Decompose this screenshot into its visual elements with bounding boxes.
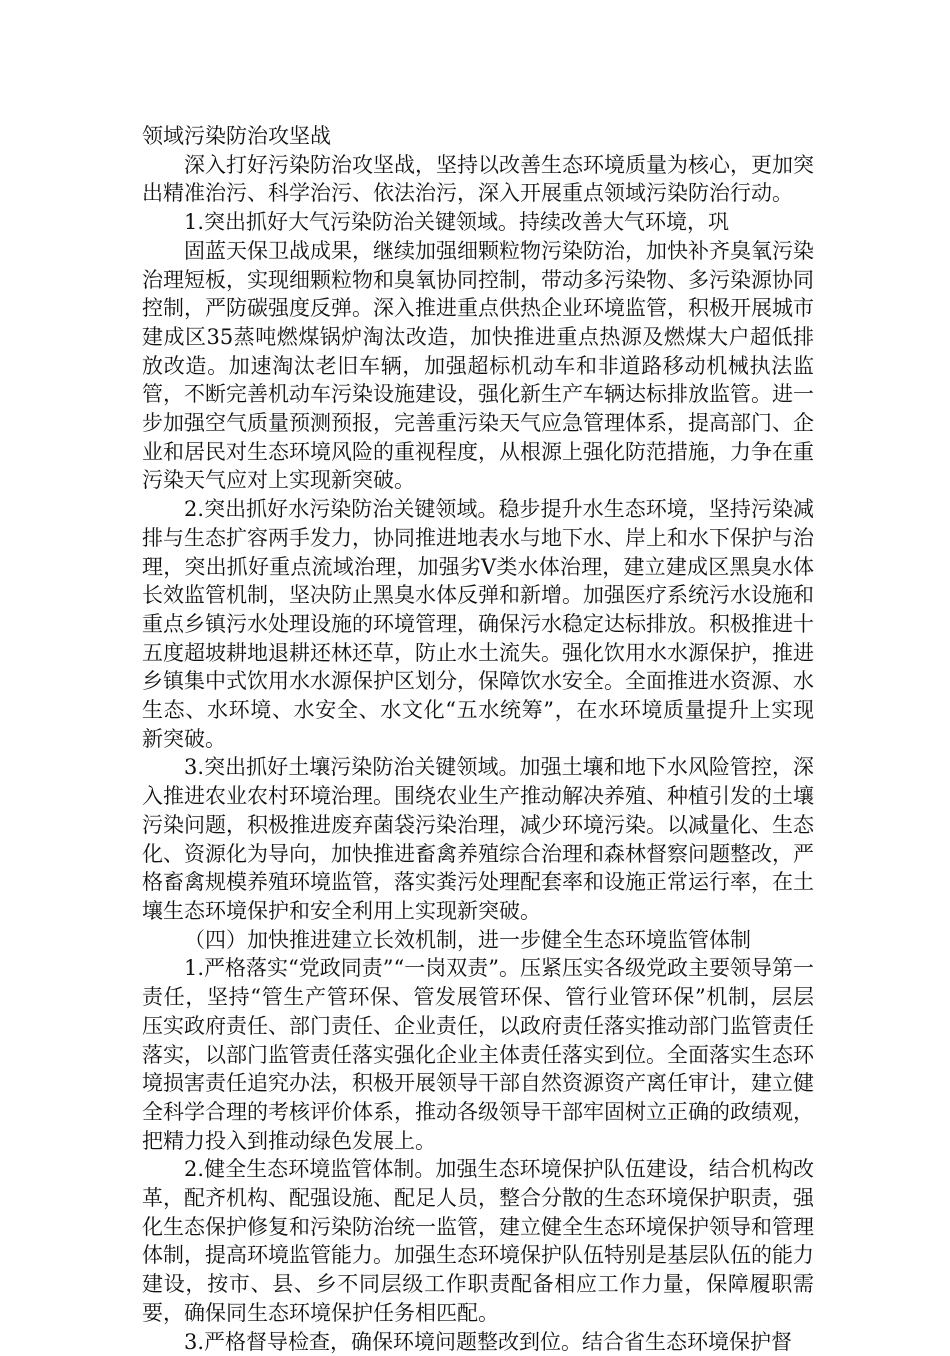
paragraph-supervision-system: 2.健全生态环境监管体制。加强生态环境保护队伍建设，结合机构改革，配齐机构、配强设施、配足人员，整合分散的生态环境保护职责，强化生态保护修复和污染防治统一监管，建立健全生态环境保护领导和管理体制，提高环境监管能力。加强生态环境保护队伍特别是基层队伍的能力建设，按市、县、乡不同层级工作职责配备相应工作力量，保障履职需要，确保同生态环境保护任务相匹配。: [142, 1157, 814, 1325]
paragraph-air-pollution-heading: 1.突出抓好大气污染防治关键领域。持续改善大气环境，巩: [184, 210, 730, 235]
section-heading: 领域污染防治攻坚战: [142, 124, 331, 148]
subsection-heading: （四）加快推进建立长效机制，进一步健全生态环境监管体制: [184, 927, 751, 952]
paragraph-responsibility: 1.严格落实“党政同责”“一岗双责”。压紧压实各级党政主要领导第一责任，坚持“管生产管环保、管发展管环保、管行业管环保”机制，层层压实政府责任、部门责任、企业责任，以政府责任落实推动部门监管责任落实，以部门监管责任落实强化企业主体责任落实到位。全面落实生态环境损害责任追究办法，积极开展领导干部自然资源资产离任审计，建立健全科学合理的考核评价体系，推动各级领导干部牢固树立正确的政绩观，把精力投入到推动绿色发展上。: [142, 956, 814, 1153]
document-body: [142, 122, 814, 1356]
paragraph-water-pollution: 2.突出抓好水污染防治关键领域。稳步提升水生态环境，坚持污染减排与生态扩容两手发力，协同推进地表水与地下水、岸上和水下保护与治理，突出抓好重点流域治理，加强劣Ⅴ类水体治理，建立建成区黑臭水体长效监管机制，坚决防止黑臭水体反弹和新增。加强医疗系统污水设施和重点乡镇污水处理设施的环境管理，确保污水稳定达标排放。积极推进十五度超坡耕地退耕还林还草，防止水土流失。强化饮用水水源保护，推进乡镇集中式饮用水水源保护区划分，保障饮水安全。全面推进水资源、水生态、水环境、水安全、水文化“五水统筹”，在水环境质量提升上实现新突破。: [142, 497, 814, 751]
paragraph-inspection: 3.严格督导检查，确保环境问题整改到位。结合省生态环境保护督: [184, 1329, 793, 1354]
paragraph-air-pollution: 固蓝天保卫战成果，继续加强细颗粒物污染防治，加快补齐臭氧污染治理短板，实现细颗粒物和臭氧协同控制，带动多污染物、多污染源协同控制，严防碳强度反弹。深入推进重点供热企业环境监管，积极开展城市建成区35蒸吨燃煤锅炉淘汰改造，加快推进重点热源及燃煤大户超低排放改造。加速淘汰老旧车辆，加强超标机动车和非道路移动机械执法监管，不断完善机动车污染设施建设，强化新生产车辆达标排放监管。进一步加强空气质量预测预报，完善重污染天气应急管理体系，提高部门、企业和居民对生态环境风险的重视程度，从根源上强化防范措施，力争在重污染天气应对上实现新突破。: [142, 238, 814, 493]
intro-paragraph: 深入打好污染防治攻坚战，坚持以改善生态环境质量为核心，更加突出精准治污、科学治污、依法治污，深入开展重点领域污染防治行动。: [142, 152, 814, 206]
paragraph-soil-pollution: 3.突出抓好土壤污染防治关键领域。加强土壤和地下水风险管控，深入推进农业农村环境治理。围绕农业生产推动解决养殖、种植引发的土壤污染问题，积极推进废弃菌袋污染治理，减少环境污染。以减量化、生态化、资源化为导向，加快推进畜禽养殖综合治理和森林督察问题整改，严格畜禽规模养殖环境监管，落实粪污处理配套率和设施正常运行率，在土壤生态环境保护和安全利用上实现新突破。: [142, 755, 814, 923]
